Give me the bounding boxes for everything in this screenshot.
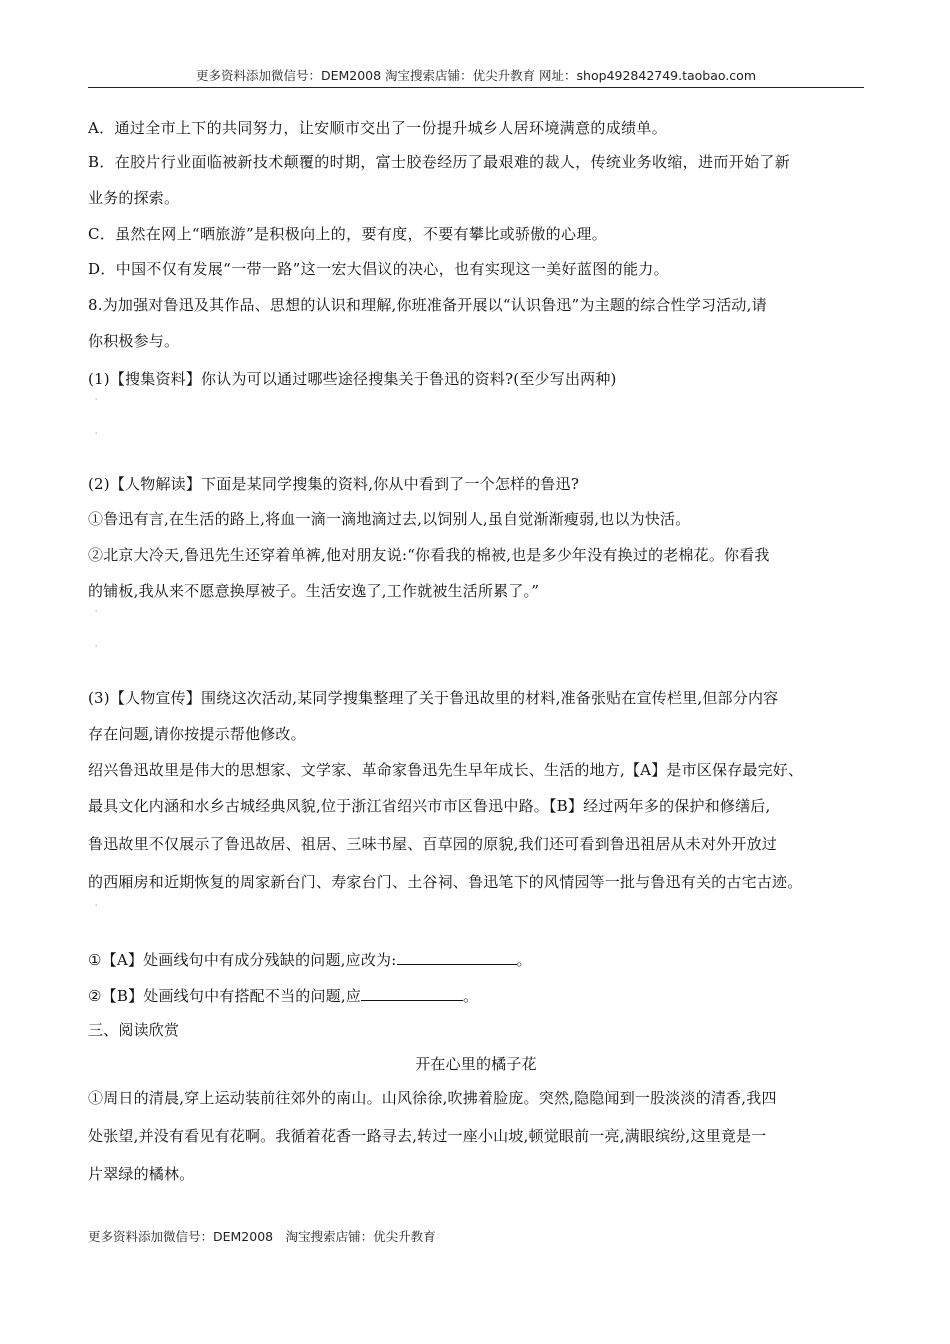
- material-2: ②北京大冷天,鲁迅先生还穿着单裤,他对朋友说:“你看我的棉被,也是多少年没有换过的老棉花。你看我: [88, 546, 770, 564]
- passage-title: 开在心里的橘子花: [415, 1055, 537, 1073]
- option-a: A．通过全市上下的共同努力，让安顺市交出了一份提升城乡人居环境满意的成绩单。: [88, 119, 668, 137]
- q8-part3: (3)【人物宣传】围绕这次活动,某同学搜集整理了关于鲁迅故里的材料,准备张贴在宣传栏里,但部分内容: [88, 689, 779, 707]
- reading-para-line-1: ①周日的清晨,穿上运动装前往郊外的南山。山风徐徐,吹拂着脸庞。突然,隐隐闻到一股淡淡的清香,我四: [88, 1089, 777, 1107]
- q8-intro: 8.为加强对鲁迅及其作品、思想的认识和理解,你班准备开展以“认识鲁迅”为主题的综合性学习活动,请: [88, 296, 767, 314]
- answer-space-mark: ': [95, 644, 98, 653]
- answer-space-mark: ': [95, 903, 98, 912]
- passage-line-3: 鲁迅故里不仅展示了鲁迅故居、祖居、三味书屋、百草园的原貌,我们还可看到鲁迅祖居从未对外开放过: [88, 835, 777, 853]
- option-b: B．在胶片行业面临被新技术颠覆的时期，富士胶卷经历了最艰难的裁人，传统业务收缩，进而开始了新: [88, 153, 791, 171]
- reading-para-line-3: 片翠绿的橘林。: [88, 1165, 195, 1183]
- fix-b-label: ②【B】处画线句中有搭配不当的问题,应: [88, 987, 362, 1005]
- header-rule: [88, 87, 864, 88]
- passage-line-1: 绍兴鲁迅故里是伟大的思想家、文学家、革命家鲁迅先生早年成长、生活的地方,【A】是市区保存最完好、: [88, 761, 804, 779]
- answer-space-mark: ': [95, 397, 98, 406]
- fix-a-answer-blank[interactable]: [397, 949, 517, 965]
- fix-b-answer-blank[interactable]: [361, 985, 463, 1001]
- fix-a-end: 。: [516, 951, 532, 969]
- option-d: D．中国不仅有发展“一带一路”这一宏大倡议的决心，也有实现这一美好蓝图的能力。: [88, 260, 670, 278]
- q8-part3-continued: 存在问题,请你按提示帮他修改。: [88, 725, 306, 743]
- material-2-continued: 的铺板,我从来不愿意换厚被子。生活安逸了,工作就被生活所累了。”: [88, 582, 540, 600]
- q8-part2: (2)【人物解读】下面是某同学搜集的资料,你从中看到了一个怎样的鲁迅?: [88, 475, 580, 493]
- page-header: 更多资料添加微信号：DEM2008 淘宝搜索店铺：优尖升教育 网址：shop492842749.taobao.com: [195, 68, 757, 83]
- option-c: C．虽然在网上“晒旅游”是积极向上的，要有度，不要有攀比或骄傲的心理。: [88, 225, 608, 243]
- fix-b-end: 。: [463, 987, 479, 1005]
- option-b-continued: 业务的探索。: [88, 189, 180, 207]
- answer-space-mark: ': [95, 609, 98, 618]
- answer-space-mark: ': [95, 431, 98, 440]
- fix-a: [88, 949, 532, 970]
- fix-b: [88, 985, 478, 1006]
- material-1: ①鲁迅有言,在生活的路上,将血一滴一滴地滴过去,以饲别人,虽自觉渐渐瘦弱,也以为快活。: [88, 510, 691, 528]
- passage-line-4: 的西厢房和近期恢复的周家新台门、寿家台门、土谷祠、鲁迅笔下的风情园等一批与鲁迅有关的古宅古迹。: [88, 873, 803, 891]
- reading-para-line-2: 处张望,并没有看见有花啊。我循着花香一路寻去,转过一座小山坡,顿觉眼前一亮,满眼缤纷,这里竟是一: [88, 1127, 767, 1145]
- q8-intro-continued: 你积极参与。: [88, 332, 180, 350]
- section-heading: 三、阅读欣赏: [88, 1021, 180, 1039]
- q8-part1: (1)【搜集资料】你认为可以通过哪些途径搜集关于鲁迅的资料?(至少写出两种): [88, 370, 617, 388]
- page-footer: 更多资料添加微信号：DEM2008 淘宝搜索店铺：优尖升教育: [88, 1229, 436, 1244]
- passage-line-2: 最具文化内涵和水乡古城经典风貌,位于浙江省绍兴市市区鲁迅中路。【B】经过两年多的保护和修缮后,: [88, 797, 771, 815]
- fix-a-label: ①【A】处画线句中有成分残缺的问题,应改为:: [88, 951, 397, 969]
